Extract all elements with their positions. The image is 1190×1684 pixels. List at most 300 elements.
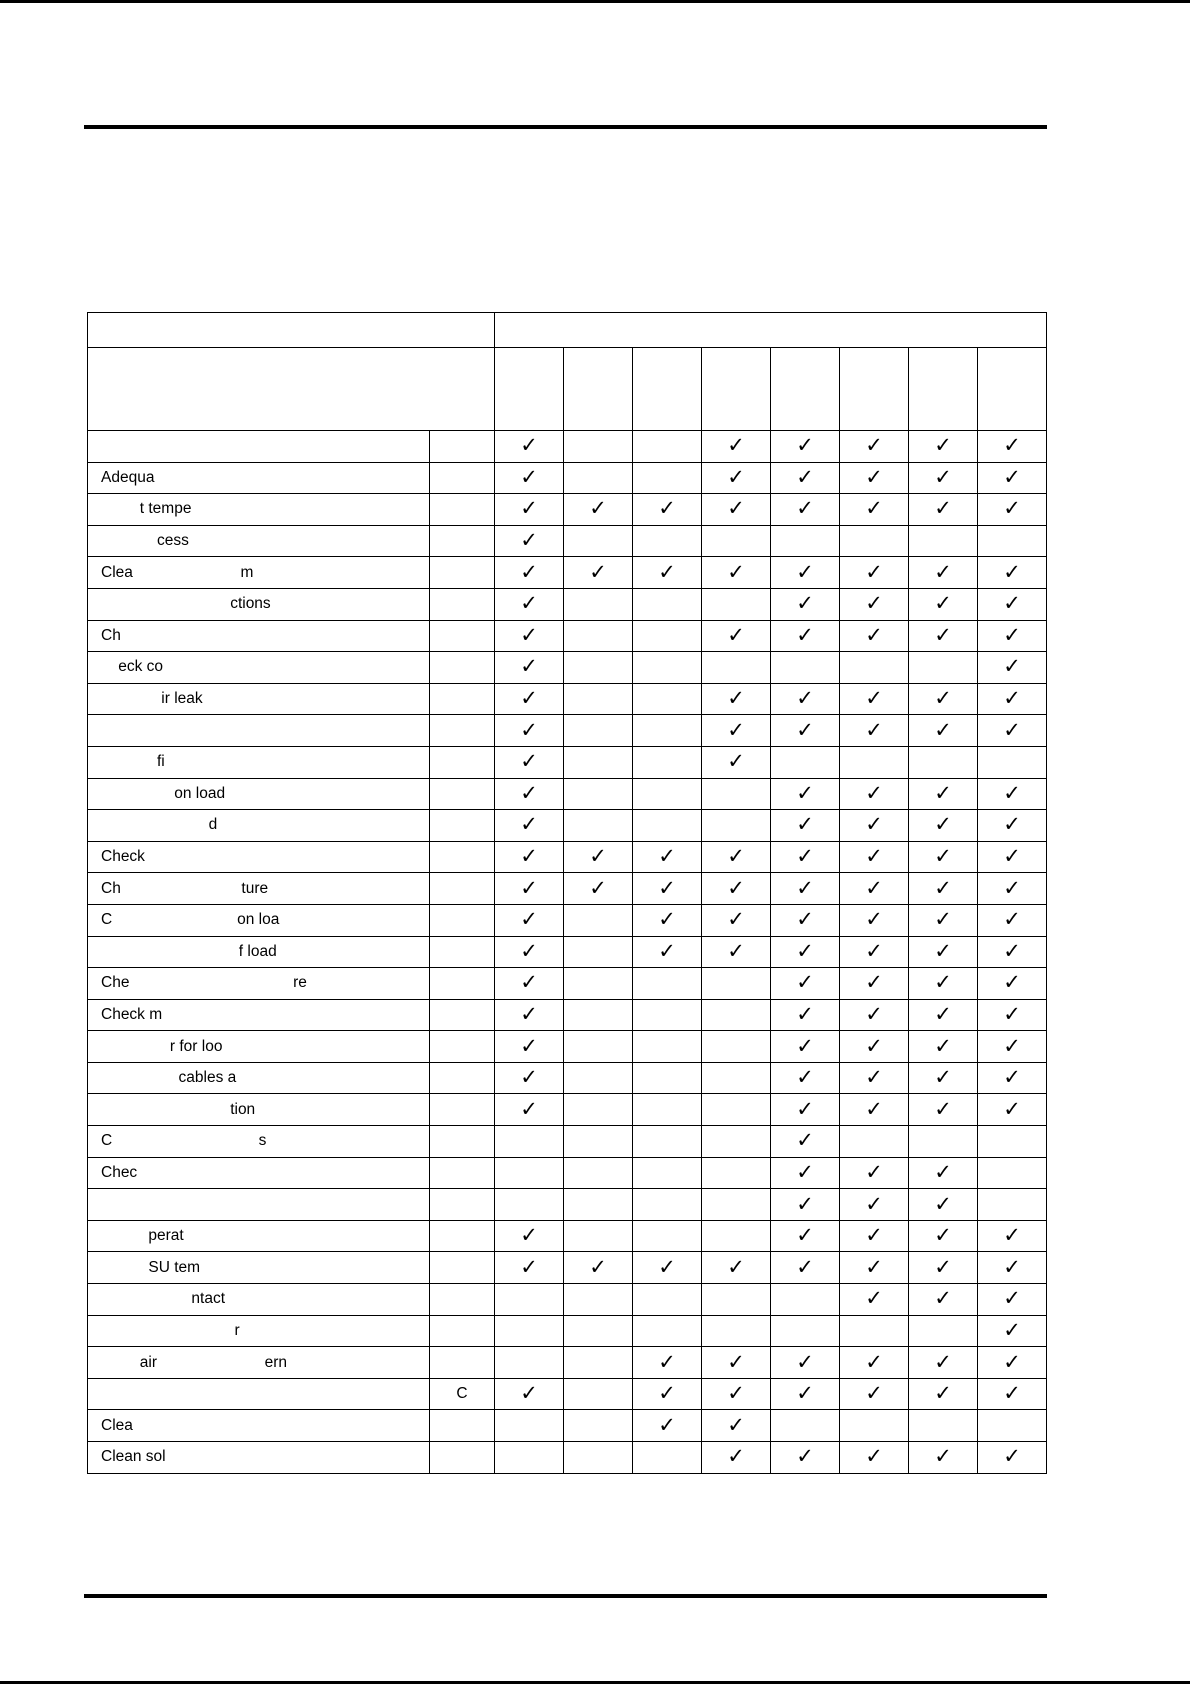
interval-cell <box>702 778 771 810</box>
interval-cell <box>909 1378 978 1410</box>
table-row <box>88 652 1047 684</box>
check-mark-icon: ✓ <box>658 876 676 900</box>
interval-header-1 <box>495 348 564 431</box>
task-label: cables a <box>101 1069 237 1087</box>
check-mark-icon: ✓ <box>934 560 952 584</box>
check-mark-icon: ✓ <box>658 497 676 521</box>
check-mark-icon: ✓ <box>1003 1034 1021 1058</box>
footer-rule <box>84 1594 1047 1598</box>
task-label: r for loo <box>101 1037 223 1055</box>
task-subheader <box>88 348 495 431</box>
check-mark-icon: ✓ <box>1003 781 1021 805</box>
task-label: Clea <box>101 1416 133 1434</box>
interval-cell <box>771 904 840 936</box>
check-mark-icon: ✓ <box>934 434 952 458</box>
interval-cell <box>771 652 840 684</box>
check-mark-icon: ✓ <box>865 1255 883 1279</box>
interval-cell <box>978 652 1047 684</box>
check-mark-icon: ✓ <box>727 845 745 869</box>
interval-cell <box>909 999 978 1031</box>
interval-cell <box>702 1410 771 1442</box>
task-label: ir leak <box>101 690 203 708</box>
check-mark-icon: ✓ <box>934 845 952 869</box>
code-cell <box>430 1157 495 1189</box>
interval-cell <box>564 1442 633 1474</box>
interval-cell <box>840 999 909 1031</box>
check-mark-icon: ✓ <box>1003 465 1021 489</box>
interval-cell <box>840 1220 909 1252</box>
check-mark-icon: ✓ <box>1003 1097 1021 1121</box>
interval-cell <box>840 810 909 842</box>
check-mark-icon: ✓ <box>796 1350 814 1374</box>
check-mark-icon: ✓ <box>520 813 538 837</box>
code-cell <box>430 1315 495 1347</box>
interval-cell <box>771 431 840 463</box>
check-mark-icon: ✓ <box>934 876 952 900</box>
interval-cell <box>702 557 771 589</box>
task-cell <box>88 1252 430 1284</box>
interval-cell <box>564 999 633 1031</box>
task-label: C on loa <box>101 911 280 929</box>
check-mark-icon: ✓ <box>589 560 607 584</box>
check-mark-icon: ✓ <box>796 1382 814 1406</box>
check-mark-icon: ✓ <box>934 813 952 837</box>
check-mark-icon: ✓ <box>934 908 952 932</box>
interval-cell <box>495 904 564 936</box>
interval-cell <box>909 1220 978 1252</box>
interval-cell <box>771 1189 840 1221</box>
table-row <box>88 841 1047 873</box>
interval-cell <box>633 810 702 842</box>
table-row <box>88 936 1047 968</box>
check-mark-icon: ✓ <box>1003 939 1021 963</box>
interval-cell <box>495 968 564 1000</box>
interval-cell <box>771 620 840 652</box>
interval-cell <box>771 1031 840 1063</box>
interval-cell <box>840 873 909 905</box>
interval-cell <box>840 1094 909 1126</box>
table-row <box>88 1031 1047 1063</box>
interval-cell <box>909 620 978 652</box>
interval-cell <box>978 1094 1047 1126</box>
interval-cell <box>771 1315 840 1347</box>
page-top-edge <box>0 0 1190 3</box>
check-mark-icon: ✓ <box>796 876 814 900</box>
interval-cell <box>840 1031 909 1063</box>
task-label: cess <box>101 532 189 550</box>
code-cell <box>430 1220 495 1252</box>
interval-cell <box>633 588 702 620</box>
check-mark-icon: ✓ <box>865 1160 883 1184</box>
task-label: on load <box>101 784 226 802</box>
interval-cell <box>495 1252 564 1284</box>
table-row <box>88 715 1047 747</box>
interval-cell <box>564 778 633 810</box>
check-mark-icon: ✓ <box>658 1382 676 1406</box>
code-cell <box>430 1062 495 1094</box>
task-cell <box>88 904 430 936</box>
interval-cell <box>564 1189 633 1221</box>
task-label: air ern <box>101 1353 288 1371</box>
code-cell <box>430 936 495 968</box>
interval-cell <box>909 462 978 494</box>
interval-cell <box>978 431 1047 463</box>
interval-header-3 <box>633 348 702 431</box>
interval-cell <box>495 999 564 1031</box>
task-cell <box>88 683 430 715</box>
interval-cell <box>564 1347 633 1379</box>
check-mark-icon: ✓ <box>865 465 883 489</box>
check-mark-icon: ✓ <box>796 845 814 869</box>
interval-cell <box>909 904 978 936</box>
table-row <box>88 999 1047 1031</box>
interval-cell <box>840 715 909 747</box>
check-mark-icon: ✓ <box>658 939 676 963</box>
interval-header-2 <box>564 348 633 431</box>
check-mark-icon: ✓ <box>727 497 745 521</box>
interval-cell <box>909 873 978 905</box>
interval-cell <box>633 778 702 810</box>
interval-cell <box>564 1315 633 1347</box>
task-label: t tempe <box>101 500 192 518</box>
check-mark-icon: ✓ <box>865 623 883 647</box>
code-cell <box>430 494 495 526</box>
interval-cell <box>633 1031 702 1063</box>
interval-cell <box>978 525 1047 557</box>
check-mark-icon: ✓ <box>865 1224 883 1248</box>
code-cell <box>430 1284 495 1316</box>
table-row <box>88 1189 1047 1221</box>
check-mark-icon: ✓ <box>865 1287 883 1311</box>
interval-cell <box>702 715 771 747</box>
check-mark-icon: ✓ <box>1003 497 1021 521</box>
task-cell <box>88 557 430 589</box>
interval-cell <box>702 873 771 905</box>
interval-cell <box>633 904 702 936</box>
check-mark-icon: ✓ <box>520 592 538 616</box>
table-row <box>88 778 1047 810</box>
task-cell <box>88 1126 430 1158</box>
interval-cell <box>771 746 840 778</box>
check-mark-icon: ✓ <box>796 1002 814 1026</box>
interval-cell <box>978 810 1047 842</box>
interval-cell <box>495 778 564 810</box>
table-row <box>88 1442 1047 1474</box>
interval-cell <box>702 1094 771 1126</box>
check-mark-icon: ✓ <box>865 939 883 963</box>
check-mark-icon: ✓ <box>865 687 883 711</box>
interval-cell <box>702 1252 771 1284</box>
check-mark-icon: ✓ <box>520 529 538 553</box>
interval-cell <box>564 1220 633 1252</box>
code-cell <box>430 525 495 557</box>
check-mark-icon: ✓ <box>796 971 814 995</box>
task-label: Clean sol <box>101 1448 166 1466</box>
check-mark-icon: ✓ <box>727 1413 745 1437</box>
interval-cell <box>771 999 840 1031</box>
code-cell <box>430 968 495 1000</box>
interval-cell <box>909 1442 978 1474</box>
interval-cell <box>771 1126 840 1158</box>
interval-cell <box>978 588 1047 620</box>
task-cell <box>88 778 430 810</box>
interval-cell <box>564 841 633 873</box>
check-mark-icon: ✓ <box>520 1255 538 1279</box>
interval-cell <box>633 1378 702 1410</box>
table-row <box>88 1094 1047 1126</box>
code-cell <box>430 841 495 873</box>
task-cell <box>88 652 430 684</box>
interval-cell <box>771 1094 840 1126</box>
task-cell <box>88 936 430 968</box>
check-mark-icon: ✓ <box>658 845 676 869</box>
interval-cell <box>702 620 771 652</box>
check-mark-icon: ✓ <box>796 1224 814 1248</box>
check-mark-icon: ✓ <box>934 1066 952 1090</box>
interval-cell <box>495 1315 564 1347</box>
check-mark-icon: ✓ <box>658 1255 676 1279</box>
interval-cell <box>978 841 1047 873</box>
task-cell <box>88 1347 430 1379</box>
interval-cell <box>909 652 978 684</box>
interval-cell <box>633 525 702 557</box>
code-cell <box>430 652 495 684</box>
interval-cell <box>633 1189 702 1221</box>
check-mark-icon: ✓ <box>589 845 607 869</box>
interval-cell <box>909 1252 978 1284</box>
interval-cell <box>495 620 564 652</box>
code-cell <box>430 462 495 494</box>
interval-cell <box>564 525 633 557</box>
check-mark-icon: ✓ <box>658 560 676 584</box>
interval-cell <box>495 841 564 873</box>
interval-cell <box>564 904 633 936</box>
check-mark-icon: ✓ <box>934 1097 952 1121</box>
interval-cell <box>840 431 909 463</box>
task-label: ctions <box>101 595 271 613</box>
interval-cell <box>495 1378 564 1410</box>
table-row <box>88 462 1047 494</box>
interval-cell <box>840 1410 909 1442</box>
check-mark-icon: ✓ <box>727 876 745 900</box>
interval-header-6 <box>840 348 909 431</box>
interval-cell <box>909 588 978 620</box>
task-label: Check <box>101 848 145 866</box>
task-label: Check m <box>101 1005 163 1023</box>
interval-cell <box>771 873 840 905</box>
interval-cell <box>633 557 702 589</box>
code-cell: C <box>430 1378 495 1410</box>
code-cell <box>430 810 495 842</box>
check-mark-icon: ✓ <box>934 465 952 489</box>
check-mark-icon: ✓ <box>727 718 745 742</box>
check-mark-icon: ✓ <box>520 1224 538 1248</box>
check-mark-icon: ✓ <box>934 1002 952 1026</box>
check-mark-icon: ✓ <box>1003 845 1021 869</box>
interval-cell <box>978 683 1047 715</box>
table-row <box>88 1347 1047 1379</box>
interval-cell <box>495 494 564 526</box>
interval-cell <box>978 462 1047 494</box>
interval-cell <box>840 462 909 494</box>
code-cell <box>430 746 495 778</box>
code-cell <box>430 1442 495 1474</box>
task-cell <box>88 1410 430 1442</box>
check-mark-icon: ✓ <box>796 1034 814 1058</box>
check-mark-icon: ✓ <box>934 1192 952 1216</box>
table-row <box>88 588 1047 620</box>
check-mark-icon: ✓ <box>658 1413 676 1437</box>
interval-cell <box>909 778 978 810</box>
interval-cell <box>564 620 633 652</box>
interval-cell <box>702 431 771 463</box>
check-mark-icon: ✓ <box>520 971 538 995</box>
check-mark-icon: ✓ <box>796 939 814 963</box>
interval-cell <box>771 1220 840 1252</box>
check-mark-icon: ✓ <box>934 718 952 742</box>
interval-cell <box>978 968 1047 1000</box>
interval-cell <box>495 873 564 905</box>
interval-cell <box>978 1315 1047 1347</box>
interval-cell <box>978 1157 1047 1189</box>
interval-cell <box>840 652 909 684</box>
code-cell <box>430 683 495 715</box>
interval-cell <box>702 462 771 494</box>
interval-cell <box>771 715 840 747</box>
interval-cell <box>495 431 564 463</box>
interval-cell <box>909 1410 978 1442</box>
check-mark-icon: ✓ <box>1003 813 1021 837</box>
interval-cell <box>633 1220 702 1252</box>
code-cell <box>430 904 495 936</box>
interval-cell <box>840 1062 909 1094</box>
interval-cell <box>633 841 702 873</box>
interval-cell <box>702 1284 771 1316</box>
interval-cell <box>564 1284 633 1316</box>
interval-cell <box>771 1284 840 1316</box>
check-mark-icon: ✓ <box>934 592 952 616</box>
interval-cell <box>564 431 633 463</box>
task-cell <box>88 968 430 1000</box>
check-mark-icon: ✓ <box>520 1002 538 1026</box>
interval-cell <box>495 1189 564 1221</box>
check-mark-icon: ✓ <box>1003 1445 1021 1469</box>
interval-cell <box>564 1031 633 1063</box>
task-column-header <box>88 313 495 348</box>
interval-cell <box>840 1347 909 1379</box>
interval-cell <box>771 841 840 873</box>
table-row <box>88 746 1047 778</box>
code-cell <box>430 1094 495 1126</box>
interval-cell <box>909 1062 978 1094</box>
task-cell <box>88 1062 430 1094</box>
code-cell <box>430 1126 495 1158</box>
interval-cell <box>702 841 771 873</box>
check-mark-icon: ✓ <box>865 1192 883 1216</box>
check-mark-icon: ✓ <box>796 1255 814 1279</box>
interval-cell <box>495 1157 564 1189</box>
interval-cell <box>633 620 702 652</box>
task-cell <box>88 1315 430 1347</box>
check-mark-icon: ✓ <box>1003 655 1021 679</box>
interval-cell <box>564 462 633 494</box>
interval-cell <box>702 1031 771 1063</box>
interval-cell <box>909 431 978 463</box>
interval-cell <box>771 1378 840 1410</box>
interval-cell <box>633 1252 702 1284</box>
check-mark-icon: ✓ <box>520 687 538 711</box>
interval-cell <box>495 1284 564 1316</box>
interval-cell <box>978 494 1047 526</box>
interval-cell <box>978 1410 1047 1442</box>
check-mark-icon: ✓ <box>865 592 883 616</box>
interval-cell <box>978 1378 1047 1410</box>
check-mark-icon: ✓ <box>658 908 676 932</box>
check-mark-icon: ✓ <box>865 718 883 742</box>
check-mark-icon: ✓ <box>520 908 538 932</box>
interval-cell <box>702 1062 771 1094</box>
task-label: perat <box>101 1227 184 1245</box>
check-mark-icon: ✓ <box>796 1192 814 1216</box>
check-mark-icon: ✓ <box>520 1066 538 1090</box>
check-mark-icon: ✓ <box>934 1287 952 1311</box>
interval-cell <box>495 1220 564 1252</box>
check-mark-icon: ✓ <box>934 971 952 995</box>
table-row <box>88 431 1047 463</box>
interval-cell <box>840 1157 909 1189</box>
interval-header-7 <box>909 348 978 431</box>
check-mark-icon: ✓ <box>1003 876 1021 900</box>
check-mark-icon: ✓ <box>796 781 814 805</box>
check-mark-icon: ✓ <box>727 1255 745 1279</box>
check-mark-icon: ✓ <box>1003 434 1021 458</box>
interval-cell <box>909 936 978 968</box>
interval-cell <box>978 1220 1047 1252</box>
task-cell <box>88 1031 430 1063</box>
interval-cell <box>564 494 633 526</box>
interval-cell <box>564 746 633 778</box>
interval-cell <box>564 1252 633 1284</box>
interval-cell <box>564 715 633 747</box>
table-row <box>88 1157 1047 1189</box>
code-cell <box>430 1189 495 1221</box>
interval-cell <box>495 683 564 715</box>
interval-cell <box>495 557 564 589</box>
interval-cell <box>909 968 978 1000</box>
interval-cell <box>909 810 978 842</box>
check-mark-icon: ✓ <box>727 623 745 647</box>
interval-cell <box>771 1347 840 1379</box>
check-mark-icon: ✓ <box>934 781 952 805</box>
interval-cell <box>840 1315 909 1347</box>
interval-cell <box>840 525 909 557</box>
interval-cell <box>978 557 1047 589</box>
task-cell <box>88 1442 430 1474</box>
interval-cell <box>564 1126 633 1158</box>
check-mark-icon: ✓ <box>796 434 814 458</box>
interval-cell <box>633 431 702 463</box>
table-header-row-2 <box>88 348 1047 431</box>
interval-cell <box>633 873 702 905</box>
interval-cell <box>702 494 771 526</box>
interval-cell <box>909 1031 978 1063</box>
interval-cell <box>495 1126 564 1158</box>
interval-cell <box>702 683 771 715</box>
interval-cell <box>702 1442 771 1474</box>
interval-cell <box>702 904 771 936</box>
code-cell <box>430 1347 495 1379</box>
check-mark-icon: ✓ <box>934 939 952 963</box>
